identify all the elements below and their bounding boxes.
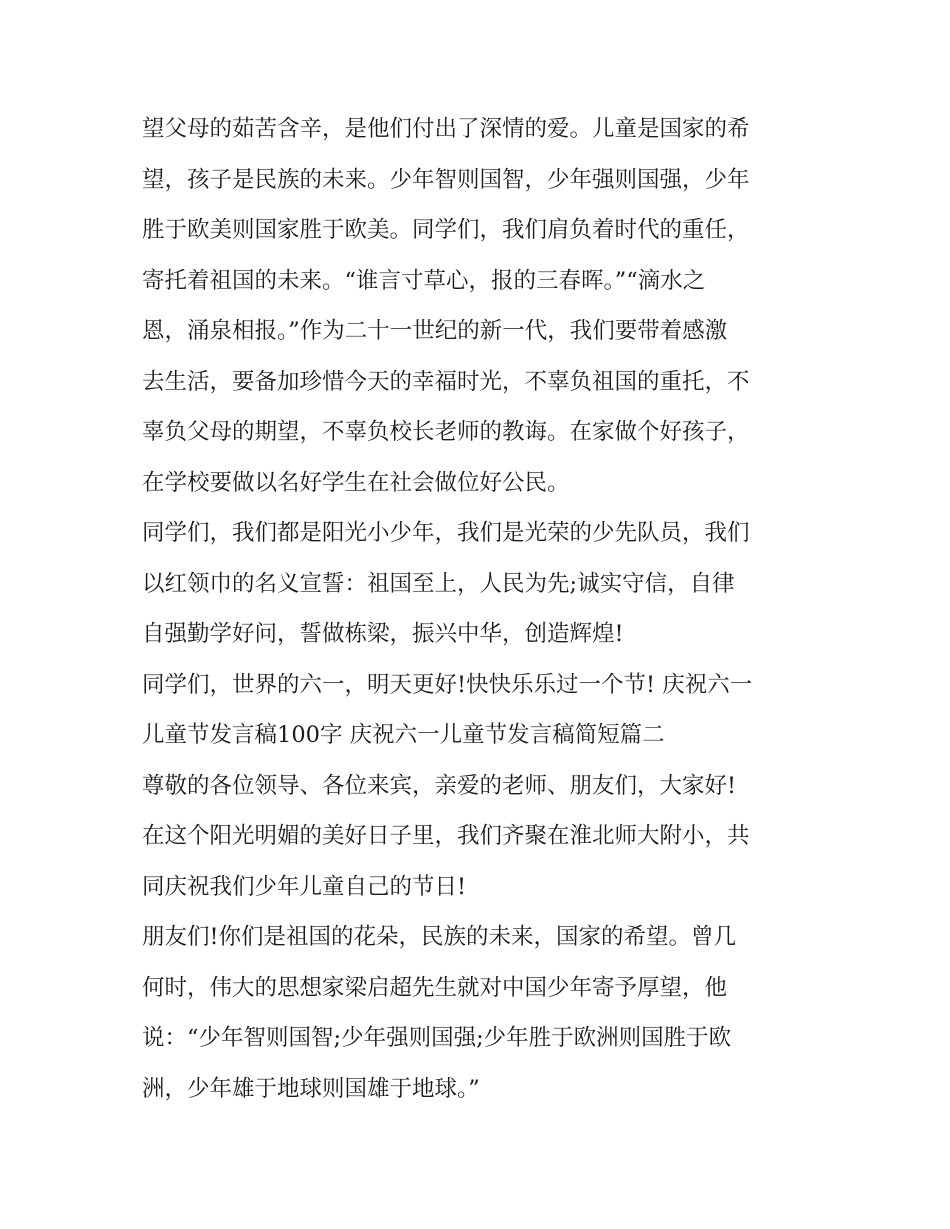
text-line: 同学们，世界的六一，明天更好!快快乐乐过一个节! 庆祝六一 (142, 671, 753, 698)
text-line: 以红领巾的名义宣誓：祖国至上，人民为先;诚实守信，自律 (142, 570, 735, 597)
text-line: 尊敬的各位领导、各位来宾，亲爱的老师、朋友们，大家好! (142, 772, 737, 799)
text-line: 望，孩子是民族的未来。少年智则国智，少年强则国强，少年 (142, 166, 750, 193)
text-line: 洲，少年雄于地球则国雄于地球。” (142, 1075, 480, 1102)
text-line: 同庆祝我们少年儿童自己的节日! (142, 873, 467, 900)
text-line: 望父母的茹苦含辛，是他们付出了深情的爱。儿童是国家的希 (142, 116, 750, 142)
text-line: 同学们，我们都是阳光小少年，我们是光荣的少先队员，我们 (142, 520, 750, 546)
text-line: 在学校要做以名好学生在社会做位好公民。 (142, 469, 570, 496)
text-line: 朋友们!你们是祖国的花朵，民族的未来，国家的希望。曾几 (142, 924, 737, 950)
text-line: 说：“少年智则国智;少年强则国强;少年胜于欧洲则国胜于欧 (142, 1025, 732, 1051)
text-line: 辜负父母的期望，不辜负校长老师的教诲。在家做个好孩子， (142, 419, 750, 445)
text-line: 恩，涌泉相报。”作为二十一世纪的新一代，我们要带着感激 (142, 318, 728, 344)
text-line: 胜于欧美则国家胜于欧美。同学们，我们肩负着时代的重任， (142, 217, 750, 243)
text-line: 儿童节发言稿100字 庆祝六一儿童节发言稿简短篇二 (142, 722, 665, 748)
text-line: 在这个阳光明媚的美好日子里，我们齐聚在淮北师大附小，共 (142, 823, 750, 849)
text-line: 寄托着祖国的未来。“谁言寸草心，报的三春晖。”“滴水之 (142, 267, 706, 294)
document-body (142, 104, 822, 1114)
text-line: 何时，伟大的思想家梁启超先生就对中国少年寄予厚望，他 (142, 974, 728, 1001)
text-line: 去生活，要备加珍惜今天的幸福时光，不辜负祖国的重托，不 (142, 368, 750, 395)
text-line: 自强勤学好问，誓做栋梁，振兴中华，创造辉煌! (142, 621, 624, 647)
